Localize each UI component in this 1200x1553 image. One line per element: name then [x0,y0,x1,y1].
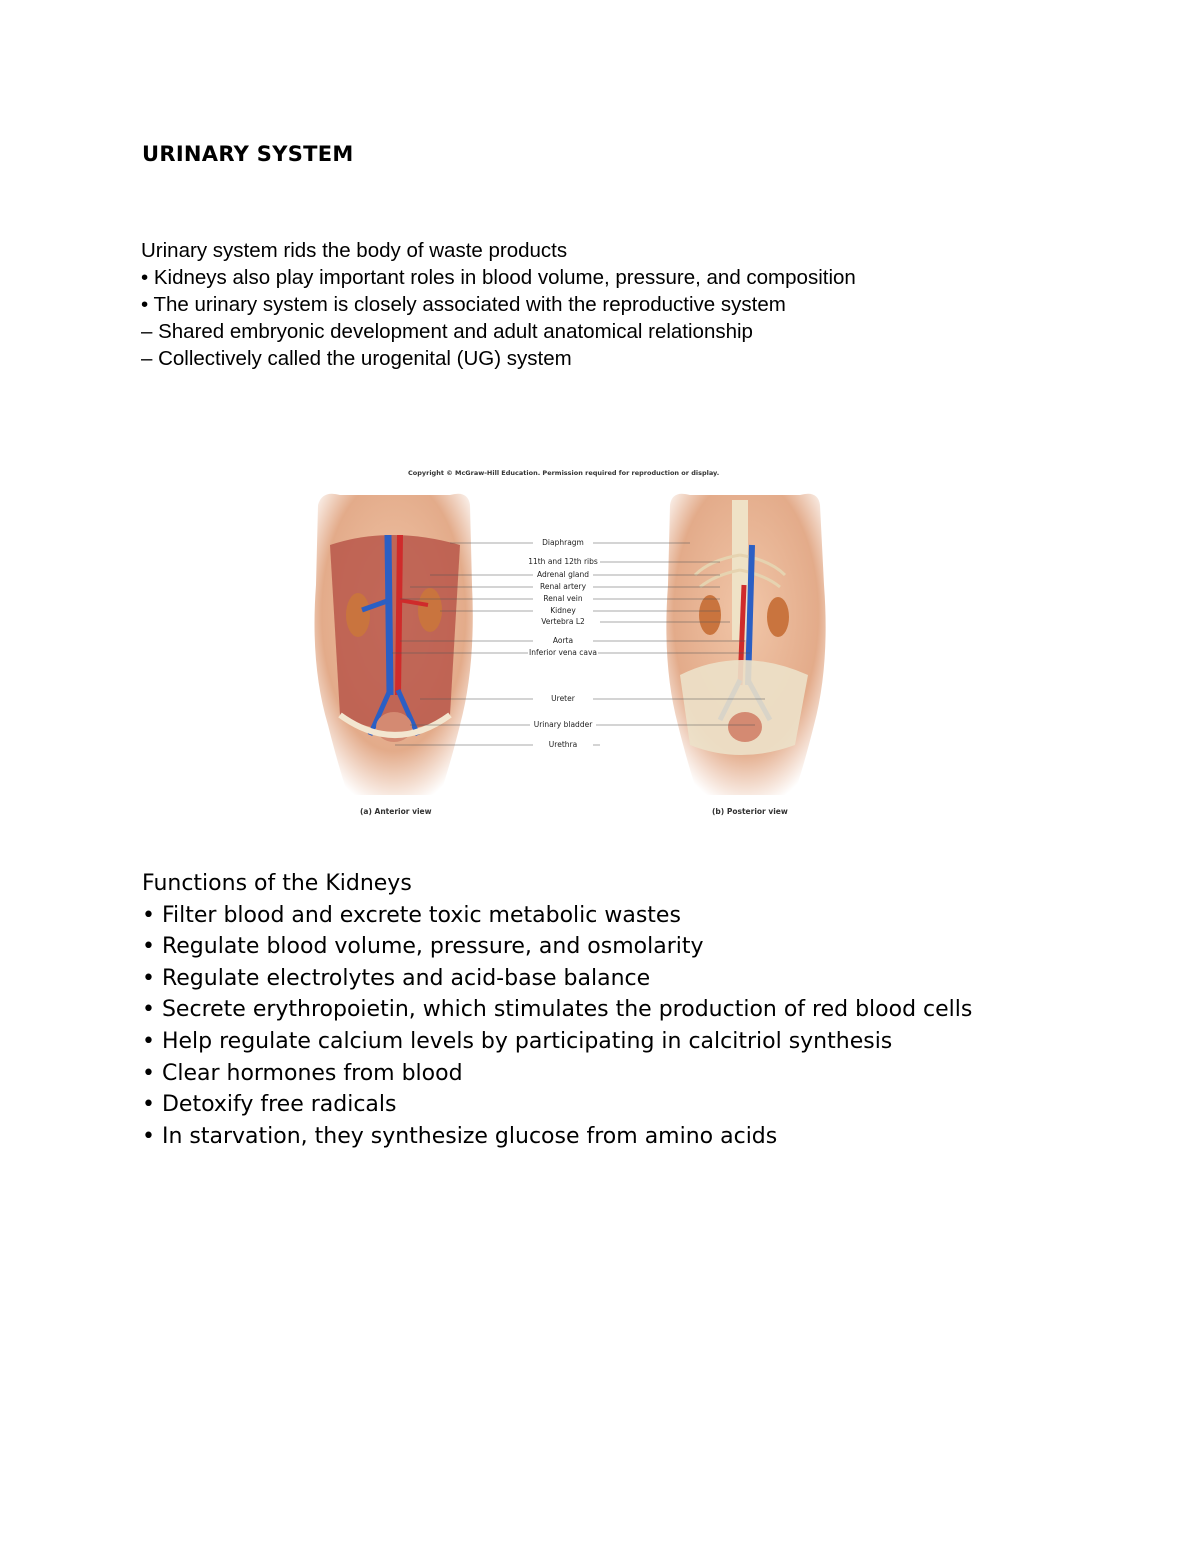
label-diaphragm: Diaphragm [542,538,584,547]
label-ureter: Ureter [551,694,575,703]
label-ribs: 11th and 12th ribs [528,557,598,566]
urinary-system-figure [300,465,840,817]
label-aorta: Aorta [552,636,574,645]
label-kidney: Kidney [550,606,576,615]
caption-posterior: (b) Posterior view [712,807,788,816]
function-item: • Detoxify free radicals [142,1092,397,1118]
section-heading: Functions of the Kidneys [142,871,412,896]
function-item: • Clear hormones from blood [142,1060,463,1086]
function-item: • In starvation, they synthesize glucose from amino acids [142,1123,778,1149]
intro-line: – Shared embryonic development and adult anatomical relationship [141,320,753,343]
intro-line: • The urinary system is closely associated with the reproductive system [141,293,786,316]
label-urinary-bladder: Urinary bladder [533,720,593,729]
label-adrenal-gland: Adrenal gland [536,570,590,579]
intro-line: Urinary system rids the body of waste products [141,239,568,262]
kidney-functions-section [142,868,972,1152]
label-renal-vein: Renal vein [543,594,583,603]
intro-section [141,237,856,372]
function-item: • Regulate blood volume, pressure, and osmolarity [142,934,704,960]
function-item: • Filter blood and excrete toxic metabolic wastes [142,902,681,928]
figure-labels [528,537,598,749]
label-vertebra: Vertebra L2 [541,617,585,626]
function-item: • Secrete erythropoietin, which stimulates the production of red blood cells [142,997,973,1023]
function-item: • Regulate electrolytes and acid-base balance [142,965,651,991]
intro-line: – Collectively called the urogenital (UG) system [141,347,572,370]
figure-copyright: Copyright © McGraw-Hill Education. Permission required for reproduction or display. [408,469,720,477]
label-renal-artery: Renal artery [539,582,587,591]
caption-anterior: (a) Anterior view [360,807,432,816]
label-urethra: Urethra [548,740,578,749]
anterior-view-illustration [315,494,473,816]
page-title: URINARY SYSTEM [142,142,354,166]
posterior-view-illustration [666,494,825,816]
function-item: • Help regulate calcium levels by participating in calcitriol synthesis [142,1028,893,1054]
intro-line: • Kidneys also play important roles in blood volume, pressure, and composition [141,266,856,289]
anatomy-illustration [300,465,840,817]
label-inferior-vena-cava: Inferior vena cava [529,648,597,657]
